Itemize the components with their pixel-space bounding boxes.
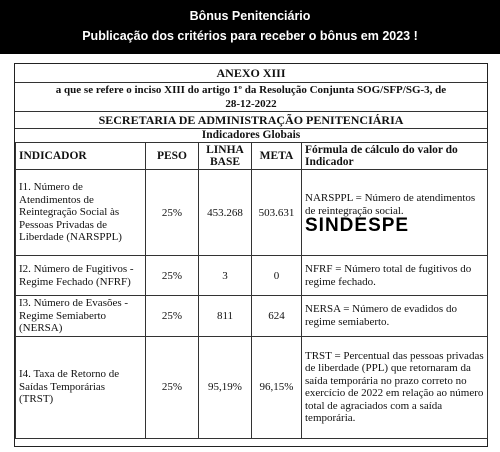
col-header-meta: META [252, 143, 302, 170]
table-header-row [16, 143, 488, 170]
meta-cell: 503.631 [252, 170, 302, 256]
table-row [16, 336, 488, 438]
peso-cell: 25% [146, 256, 199, 296]
annex-title: ANEXO XIII [15, 64, 487, 83]
indicator-cell: I3. Número de Evasões - Regime Semiaberto (NERSA) [16, 296, 146, 337]
table-row [16, 170, 488, 256]
annex-reference [15, 82, 487, 112]
table-row [16, 256, 488, 296]
linha-base-cell: 453.268 [199, 170, 252, 256]
meta-cell: 0 [252, 256, 302, 296]
peso-cell: 25% [146, 170, 199, 256]
formula-cell: NERSA = Número de evadidos do regime semiaberto. [302, 296, 488, 337]
col-header-peso: PESO [146, 143, 199, 170]
linha-base-cell: 811 [199, 296, 252, 337]
indicator-cell: I1. Número de Atendimentos de Reintegração Social às Pessoas Privadas de Liberdade (NARSPPL) [16, 170, 146, 256]
formula-cell: TRST = Percentual das pessoas privadas de liberdade (PPL) que retornaram da saída temporária no prazo correto no exercício de 2022 em relação ao número total de agraciados com a saída temporária. [302, 336, 488, 438]
col-header-indicador: INDICADOR [16, 143, 146, 170]
table-row [16, 296, 488, 337]
indicators-table [15, 142, 488, 439]
sindespe-logo: SINDESPE [305, 215, 410, 237]
secretariat-title: SECRETARIA DE ADMINISTRAÇÃO PENITENCIÁRIA [15, 112, 487, 129]
annex-reference-line1: a que se refere o inciso XIII do artigo 1º da Resolução Conjunta SOG/SFP/SG-3, de [55, 84, 447, 96]
indicator-cell: I4. Taxa de Retorno de Saídas Temporárias (TRST) [16, 336, 146, 438]
meta-cell: 624 [252, 296, 302, 337]
annex-reference-line2: 28-12-2022 [225, 98, 277, 110]
peso-cell: 25% [146, 296, 199, 337]
indicator-cell: I2. Número de Fugitivos - Regime Fechado (NFRF) [16, 256, 146, 296]
peso-cell: 25% [146, 336, 199, 438]
header-subtitle: Publicação dos critérios para receber o bônus em 2023 ! [82, 29, 418, 43]
linha-base-cell: 95,19% [199, 336, 252, 438]
header-title: Bônus Penitenciário [189, 9, 311, 23]
col-header-formula: Fórmula de cálculo do valor do Indicador [302, 143, 488, 170]
formula-cell [302, 170, 488, 256]
formula-text: NARSPPL = Número de atendimentos de reintegração social. [305, 192, 476, 217]
header-banner [0, 0, 500, 54]
col-header-linha-base: LINHA BASE [199, 143, 252, 170]
formula-cell: NFRF = Número total de fugitivos do regime fechado. [302, 256, 488, 296]
linha-base-cell: 3 [199, 256, 252, 296]
meta-cell: 96,15% [252, 336, 302, 438]
annex-document [14, 63, 488, 447]
section-title: Indicadores Globais [15, 128, 487, 143]
